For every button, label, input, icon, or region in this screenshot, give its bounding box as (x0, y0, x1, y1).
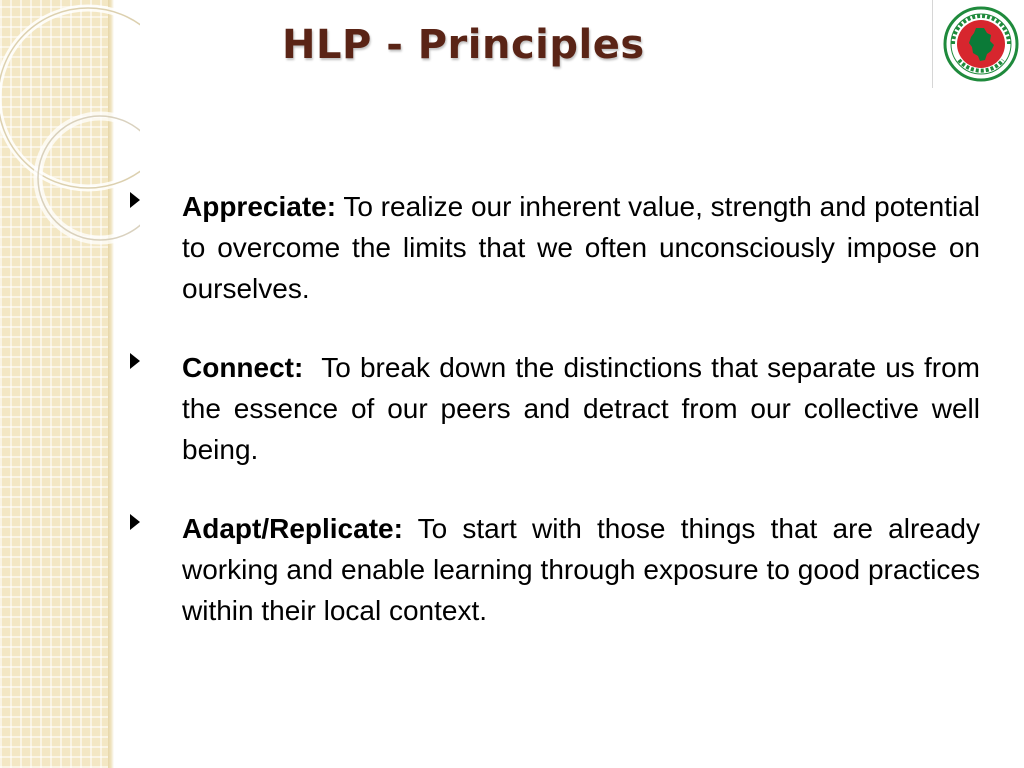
bullet-item-adapt-replicate (130, 508, 980, 631)
bullet-paragraph (182, 347, 988, 470)
decorative-circles (0, 0, 140, 300)
triangle-bullet-icon (130, 353, 140, 369)
triangle-bullet-icon (130, 514, 140, 530)
bullet-paragraph (182, 186, 980, 309)
bullet-term: Appreciate: (182, 191, 337, 222)
bullet-description: To start with those things that are already working and enable learning through exposure to good practices within their local context. (182, 513, 980, 626)
logo-container (932, 0, 1024, 88)
bullet-term: Connect: (182, 352, 304, 383)
bullet-list (130, 186, 988, 669)
bullet-paragraph (182, 508, 980, 631)
bullet-item-connect (130, 347, 988, 470)
slide-title: HLP - Principles (282, 22, 645, 68)
government-seal-icon (943, 6, 1019, 82)
bullet-term: Adapt/Replicate: (182, 513, 403, 544)
bullet-description: To realize our inherent value, strength and potential to overcome the limits that we often unconsciously impose on ourselves. (182, 191, 980, 304)
bullet-description: To break down the distinctions that separate us from the essence of our peers and detract from our collective well being. (182, 352, 988, 465)
triangle-bullet-icon (130, 192, 140, 208)
bullet-item-appreciate (130, 186, 980, 309)
